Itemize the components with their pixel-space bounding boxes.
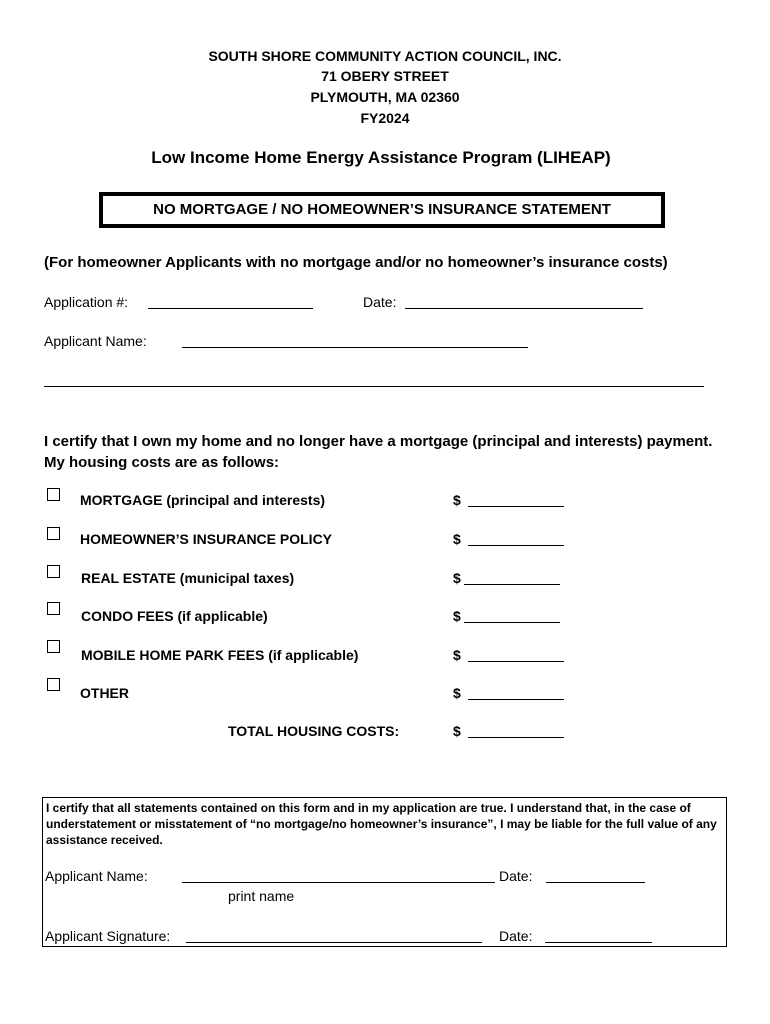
condo-label: CONDO FEES (if applicable) [81, 608, 268, 624]
real-estate-checkbox[interactable] [47, 565, 60, 578]
mobile-home-checkbox[interactable] [47, 640, 60, 653]
total-currency: $ [453, 723, 461, 739]
condo-currency: $ [453, 608, 461, 624]
real-estate-amount-field[interactable] [464, 570, 560, 585]
print-name-caption: print name [228, 888, 295, 904]
real-estate-currency: $ [453, 570, 461, 586]
declaration-name-label: Applicant Name: [45, 868, 148, 884]
mortgage-amount-field[interactable] [468, 492, 564, 507]
other-currency: $ [453, 685, 461, 701]
applicant-name-label: Applicant Name: [44, 333, 147, 349]
signature-date-field[interactable] [545, 928, 652, 943]
mortgage-checkbox[interactable] [47, 488, 60, 501]
insurance-amount-field[interactable] [468, 531, 564, 546]
mortgage-label: MORTGAGE (principal and interests) [80, 492, 326, 508]
insurance-label: HOMEOWNER’S INSURANCE POLICY [80, 531, 333, 547]
declaration-date-label: Date: [499, 868, 533, 884]
insurance-currency: $ [453, 531, 461, 547]
declaration-name-field[interactable] [182, 868, 495, 883]
org-street: 71 OBERY STREET [321, 68, 449, 84]
certify-text: I certify that I own my home and no longer have a mortgage (principal and interests) payment. My housing costs are as follows: [44, 433, 713, 471]
mortgage-currency: $ [453, 492, 461, 508]
program-title: Low Income Home Energy Assistance Program (LIHEAP) [151, 148, 611, 167]
other-checkbox[interactable] [47, 678, 60, 691]
address-field[interactable] [44, 372, 704, 387]
mobile-home-amount-field[interactable] [468, 647, 564, 662]
statement-title: NO MORTGAGE / NO HOMEOWNER’S INSURANCE STATEMENT [103, 196, 661, 224]
mobile-home-currency: $ [453, 647, 461, 663]
signature-field[interactable] [186, 928, 482, 943]
application-number-label: Application #: [44, 294, 129, 310]
other-amount-field[interactable] [468, 685, 564, 700]
condo-amount-field[interactable] [464, 608, 560, 623]
date-field[interactable] [405, 294, 643, 309]
application-number-field[interactable] [148, 294, 313, 309]
subtitle: (For homeowner Applicants with no mortgage and/or no homeowner’s insurance costs) [44, 254, 668, 271]
total-label: TOTAL HOUSING COSTS: [228, 723, 400, 739]
date-label: Date: [363, 294, 397, 310]
signature-label: Applicant Signature: [45, 928, 171, 944]
signature-date-label: Date: [499, 928, 533, 944]
declaration-date-field[interactable] [546, 868, 645, 883]
declaration-box [42, 797, 727, 947]
mobile-home-label: MOBILE HOME PARK FEES (if applicable) [81, 647, 359, 663]
statement-title-box [99, 192, 665, 228]
declaration-text: I certify that all statements contained on this form and in my application are true. I understand that, in the case of understatement or misstatement of “no mortgage/no homeowner’s insurance”, I may be liable for the full value of any assistance received. [46, 801, 717, 847]
insurance-checkbox[interactable] [47, 527, 60, 540]
real-estate-label: REAL ESTATE (municipal taxes) [81, 570, 295, 586]
fiscal-year: FY2024 [360, 110, 410, 126]
total-amount-field[interactable] [468, 723, 564, 738]
org-name: SOUTH SHORE COMMUNITY ACTION COUNCIL, INC. [208, 48, 562, 64]
org-city: PLYMOUTH, MA 02360 [310, 89, 460, 105]
condo-checkbox[interactable] [47, 602, 60, 615]
applicant-name-field[interactable] [182, 333, 528, 348]
other-label: OTHER [80, 685, 129, 701]
